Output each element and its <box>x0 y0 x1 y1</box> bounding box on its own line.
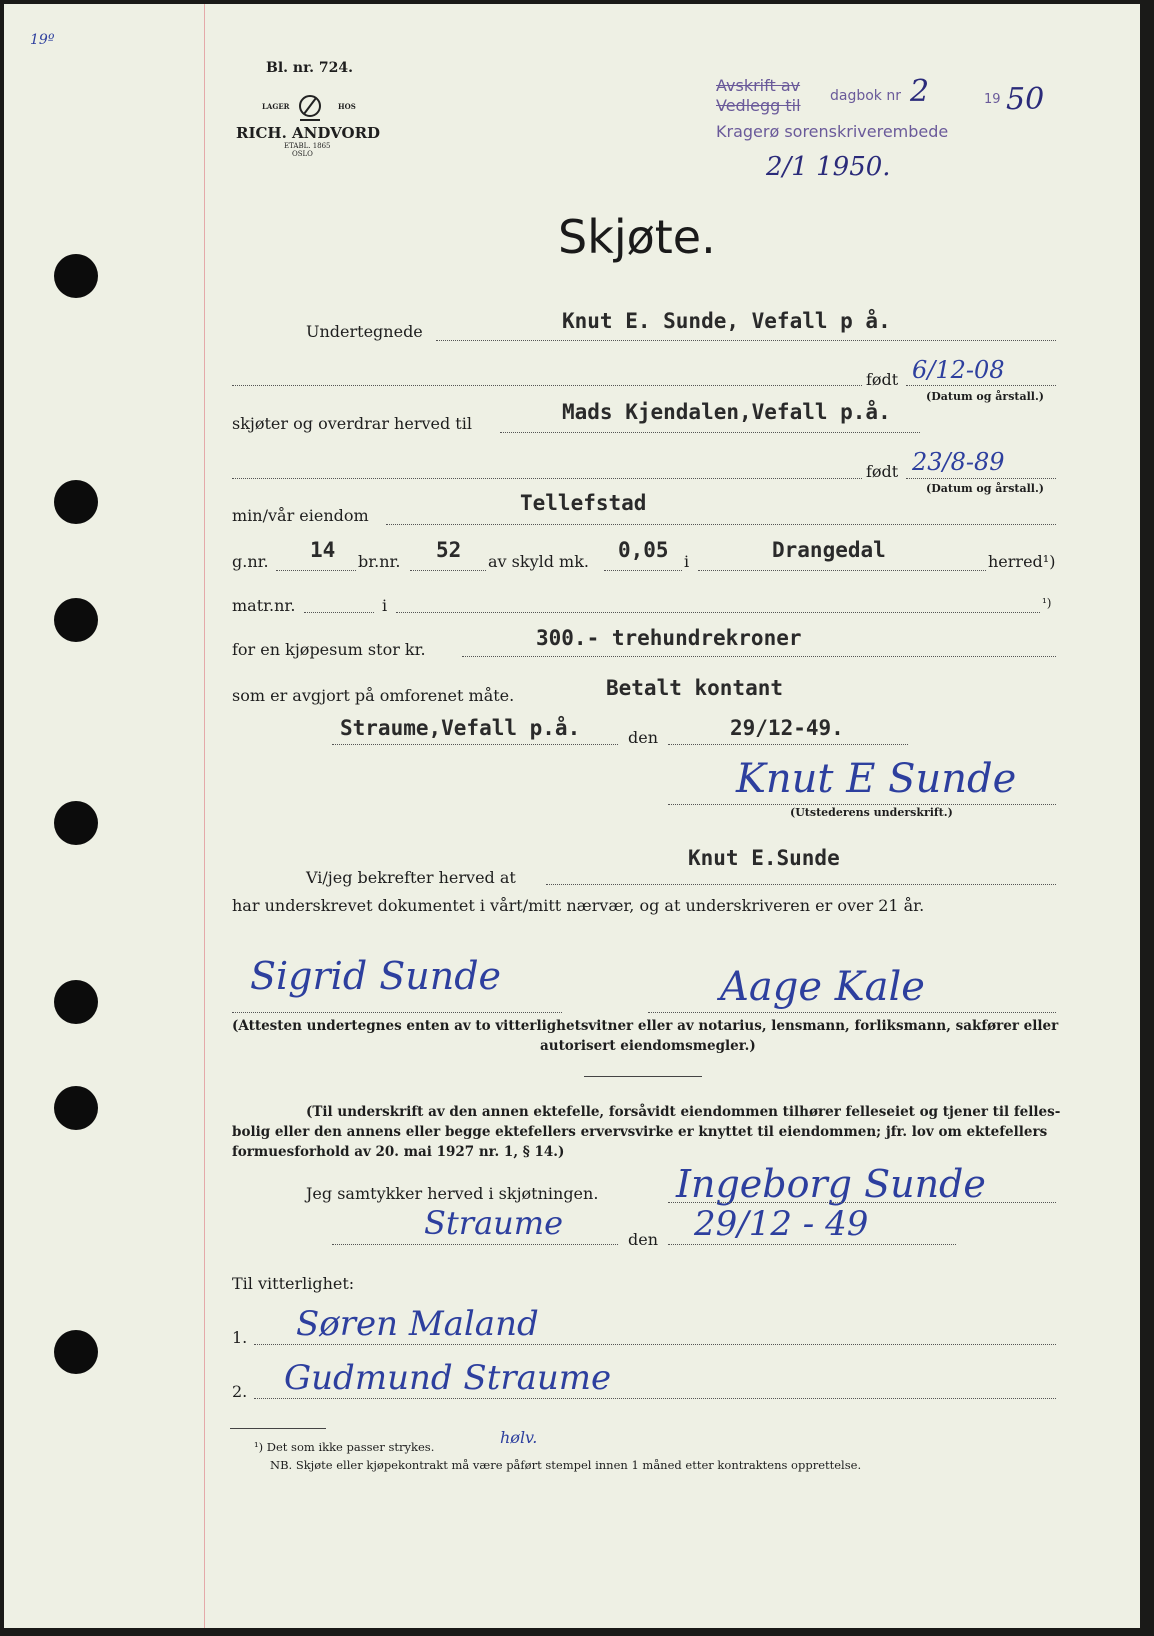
dotted-line <box>462 656 1056 657</box>
matr-i-label: i <box>382 596 388 615</box>
seller-signature: Knut E Sunde <box>736 756 1017 802</box>
spouse-place: Straume <box>424 1204 564 1242</box>
dotted-line <box>396 612 1040 613</box>
place-value: Straume,Vefall p.å. <box>340 716 581 740</box>
spouse-text-2: bolig eller den annens eller begge ektefellers ervervsvirke er knyttet til eiendommen; jfr. lov om ektefellers <box>232 1124 1048 1140</box>
form-number: Bl. nr. 724. <box>266 60 354 76</box>
datum-note: (Datum og årstall.) <box>926 390 1044 403</box>
dotted-line <box>332 744 618 745</box>
dotted-line <box>436 340 1056 341</box>
dotted-line <box>668 1244 956 1245</box>
seller-name: Knut E. Sunde, Vefall p å. <box>562 309 891 333</box>
footnote-1: ¹) Det som ikke passer strykes. <box>254 1440 435 1454</box>
datum-note-2: (Datum og årstall.) <box>926 482 1044 495</box>
dotted-line <box>332 1244 618 1245</box>
herred-label: herred¹) <box>988 552 1056 571</box>
dotted-line <box>604 570 682 571</box>
dotted-line <box>906 385 1056 386</box>
spouse-signature: Ingeborg Sunde <box>676 1162 986 1206</box>
seller-born: 6/12-08 <box>912 356 1005 384</box>
dotted-line <box>232 478 862 479</box>
witness-signature-2: Aage Kale <box>720 964 925 1010</box>
punch-hole <box>54 1086 98 1130</box>
herred-value: Drangedal <box>772 538 886 562</box>
spouse-text-3: formuesforhold av 20. mai 1927 nr. 1, § 14.) <box>232 1144 565 1160</box>
dotted-line <box>668 804 1056 805</box>
stamp-year-prefix: 19 <box>984 92 1001 107</box>
witness-number-2: 2. <box>232 1382 248 1401</box>
stamp-year: 50 <box>1006 82 1045 117</box>
fodt-label-2: født <box>866 462 899 481</box>
punch-hole <box>54 480 98 524</box>
stamp-date: 2/1 1950. <box>766 152 891 182</box>
date-value: 29/12-49. <box>730 716 844 740</box>
buyer-name: Mads Kjendalen,Vefall p.å. <box>562 400 891 424</box>
dotted-line <box>668 1202 1056 1203</box>
gnr-value: 14 <box>310 538 336 562</box>
dotted-line <box>386 524 1056 525</box>
settled-value: Betalt kontant <box>606 676 784 700</box>
brnr-value: 52 <box>436 538 462 562</box>
dotted-line <box>232 385 862 386</box>
punch-hole <box>54 801 98 845</box>
margin-line <box>204 4 205 1628</box>
confirm-text: har underskrevet dokumentet i vårt/mitt nærvær, og at underskriveren er over 21 år. <box>232 896 925 915</box>
dotted-line <box>668 744 908 745</box>
confirm-label: Vi/jeg bekrefter herved at <box>306 868 516 887</box>
attest-line-1: (Attesten undertegnes enten av to vitterlighetsvitner eller av notarius, lensmann, forliksmann, sakfører eller <box>232 1018 1059 1034</box>
footnote-hand: hølv. <box>500 1428 538 1447</box>
i-label: i <box>684 552 690 571</box>
stamp-office: Kragerø sorenskriverembede <box>716 122 949 141</box>
publisher-small-right: HOS <box>338 102 356 111</box>
signature-label: (Utstederens underskrift.) <box>790 806 953 819</box>
brnr-label: br.nr. <box>358 552 401 571</box>
dotted-line <box>698 570 986 571</box>
publisher-city: OSLO <box>292 150 313 158</box>
dotted-line <box>254 1398 1056 1399</box>
skyld-value: 0,05 <box>618 538 669 562</box>
price-label: for en kjøpesum stor kr. <box>232 640 426 659</box>
dotted-line <box>304 612 374 613</box>
stamp-number: 2 <box>910 74 930 109</box>
vitterlighet-label: Til vitterlighet: <box>232 1274 355 1293</box>
footnote-2: NB. Skjøte eller kjøpekontrakt må være påført stempel innen 1 måned etter kontraktens opprettelse. <box>270 1458 862 1472</box>
publisher-logo-icon <box>286 84 334 128</box>
publisher-etabl: ETABL. 1865 <box>284 142 331 150</box>
attest-line-2: autorisert eiendomsmegler.) <box>540 1038 756 1054</box>
stamp-dagbok: dagbok nr <box>830 88 901 104</box>
settled-label: som er avgjort på omforenet måte. <box>232 686 515 705</box>
corner-note: 19º <box>30 32 55 48</box>
dotted-line <box>232 1012 562 1013</box>
stamp-vedlegg: Vedlegg til <box>716 96 801 115</box>
fodt-label: født <box>866 370 899 389</box>
dotted-line <box>500 432 920 433</box>
spouse-text-1: (Til underskrift av den annen ektefelle, forsåvidt eiendommen tilhører felleseiet og tjener til felles- <box>306 1104 1061 1120</box>
buyer-born: 23/8-89 <box>912 448 1005 476</box>
price-value: 300.- trehundrekroner <box>536 626 802 650</box>
dotted-line <box>648 1012 1056 1013</box>
skyld-label: av skyld mk. <box>488 552 590 571</box>
undertegnede-label: Undertegnede <box>306 322 423 341</box>
dotted-line <box>276 570 356 571</box>
punch-hole <box>54 980 98 1024</box>
den-label-2: den <box>628 1230 659 1249</box>
footnote-rule <box>230 1428 326 1429</box>
spouse-date: 29/12 - 49 <box>694 1204 869 1244</box>
matr-note: ¹) <box>1042 596 1052 610</box>
publisher-small-left: LAGER <box>262 102 290 111</box>
witness-number-1: 1. <box>232 1328 248 1347</box>
gnr-label: g.nr. <box>232 552 269 571</box>
publisher-name: RICH. ANDVORD <box>236 124 381 142</box>
vitterlighet-signature-1: Søren Maland <box>296 1304 539 1344</box>
punch-hole <box>54 598 98 642</box>
punch-hole <box>54 254 98 298</box>
dotted-line <box>254 1344 1056 1345</box>
property-name: Tellefstad <box>520 491 647 515</box>
consent-label: Jeg samtykker herved i skjøtningen. <box>306 1184 599 1203</box>
dotted-line <box>410 570 486 571</box>
property-label: min/vår eiendom <box>232 506 369 525</box>
vitterlighet-signature-2: Gudmund Straume <box>284 1358 612 1398</box>
separator-rule <box>584 1076 702 1077</box>
matr-label: matr.nr. <box>232 596 296 615</box>
witness-signature-1: Sigrid Sunde <box>250 954 502 998</box>
stamp-avskrift: Avskrift av <box>716 76 801 95</box>
page-title: Skjøte. <box>558 210 716 264</box>
document-page <box>4 4 1140 1628</box>
dotted-line <box>546 884 1056 885</box>
signer-name: Knut E.Sunde <box>688 846 840 870</box>
dotted-line <box>906 478 1056 479</box>
transfer-label: skjøter og overdrar herved til <box>232 414 472 433</box>
den-label: den <box>628 728 659 747</box>
punch-hole <box>54 1330 98 1374</box>
